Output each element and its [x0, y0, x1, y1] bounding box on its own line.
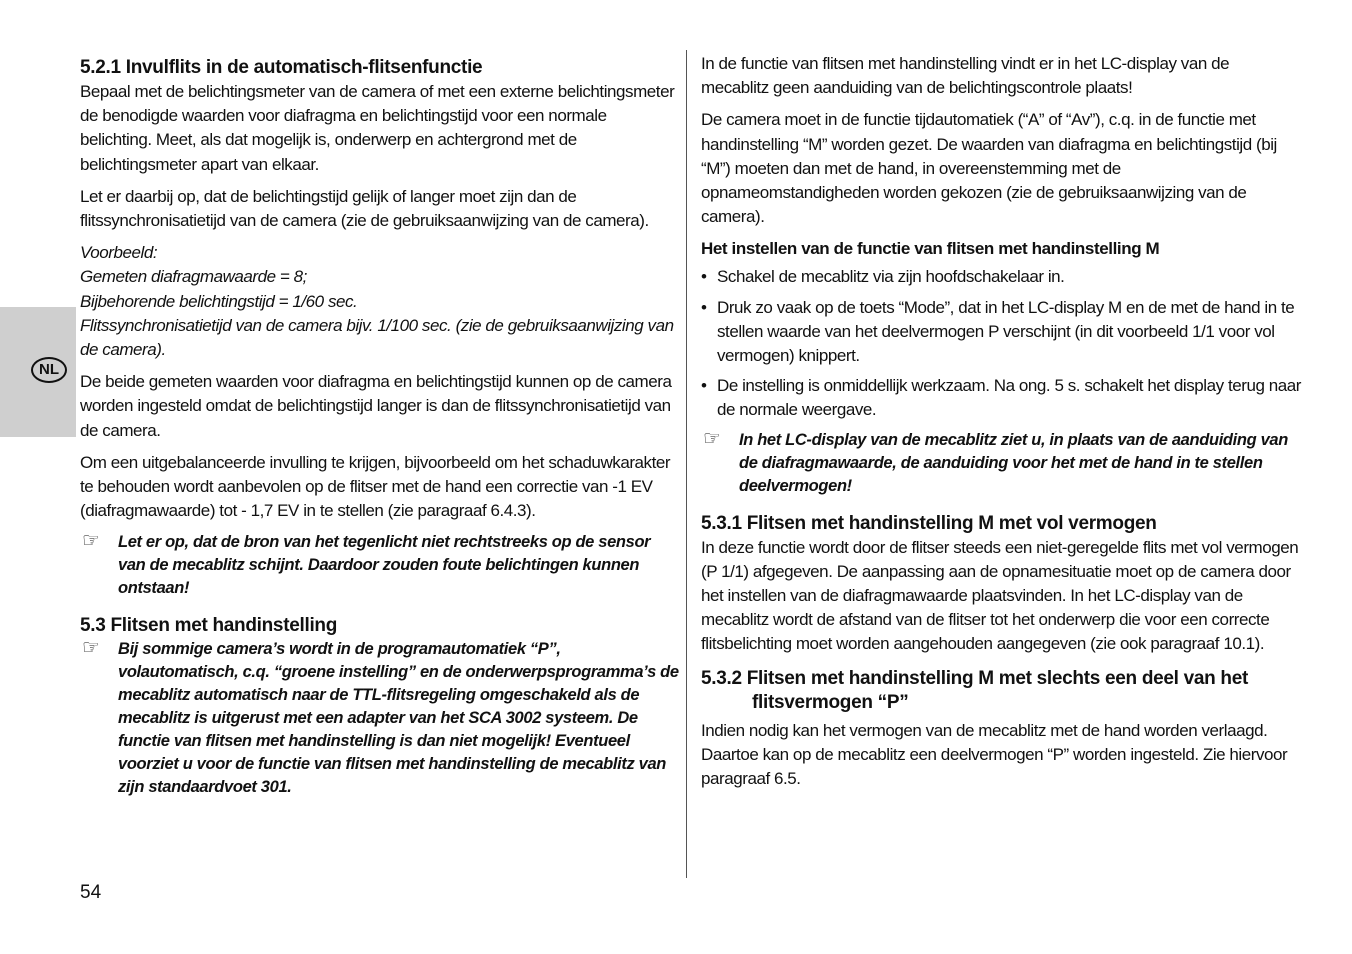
paragraph: Bepaal met de belichtingsmeter van de camera of met een externe belichtingsmeter de benodigde waarden voor diafragma en belichtingstijd voor een normale belichting. Meet, als dat mogelijk is, onderwerp en achtergrond met de belichtingsmeter apart van elkaar. — [80, 82, 675, 174]
left-column — [80, 52, 680, 809]
note — [701, 429, 1301, 498]
note — [80, 638, 680, 799]
note-text: Let er op, dat de bron van het tegenlicht niet rechtstreeks op de sensor van de mecablitz schijnt. Daardoor zouden foute belichtingen kunnen ontstaan! — [118, 533, 651, 598]
example-line: Bijbehorende belichtingstijd = 1/60 sec. — [80, 291, 358, 311]
example-line: Gemeten diafragmawaarde = 8; — [80, 267, 307, 287]
paragraph: Indien nodig kan het vermogen van de mecablitz met de hand worden verlaagd. Daartoe kan op de mecablitz een deelvermogen “P” worden ingesteld. Zie hiervoor paragraaf 6.5. — [701, 720, 1288, 789]
note-text: Bij sommige camera’s wordt in de programautomatiek “P”, volautomatisch, c.q. “groene instelling” en de onderwerpsprogramma’s de mecablitz automatisch naar de TTL-flitsregeling omgeschakeld als de mecablitz is uitgerust met een adapter van het SCA 3002 systeem. De functie van flitsen met handinstelling is dan niet mogelijk! Eventueel voorziet u voor de functie van flitsen met handinstelling de mecablitz van zijn standaardvoet 301. — [118, 640, 679, 797]
list-item: • Druk zo vaak op de toets “Mode”, dat in het LC-display M en de met de hand in te stellen waarde van het deelvermogen P verschijnt (in dit voorbeeld 1/1 voor vol vermogen) knippert. — [701, 297, 1295, 366]
column-divider — [686, 50, 687, 878]
paragraph: In de functie van flitsen met handinstelling vindt er in het LC-display van de mecablitz geen aanduiding van de belichtingscontrole plaats! — [701, 54, 1230, 98]
pointing-hand-icon: ☞ — [703, 427, 721, 450]
paragraph: Om een uitgebalanceerde invulling te krijgen, bijvoorbeeld om het schaduwkarakter te behouden wordt aanbevolen op de flitser met de hand een correctie van -1 EV (diafragmawaarde) tot - 1,7 EV in te stellen (zie paragraaf 6.4.3). — [80, 452, 671, 521]
right-column — [701, 52, 1301, 799]
list-item: • De instelling is onmiddellijk werkzaam. Na ong. 5 s. schakelt het display terug naar de normale weergave. — [701, 376, 1301, 420]
example-line: Voorbeeld: — [80, 243, 158, 263]
list-item: • Schakel de mecablitz via zijn hoofdschakelaar in. — [701, 267, 1065, 287]
paragraph: De beide gemeten waarden voor diafragma en belichtingstijd kunnen op de camera worden ingesteld omdat de belichtingstijd langer is dan de flitssynchronisatietijd van de camera. — [80, 372, 672, 440]
section-heading-5-3: 5.3 Flitsen met handinstelling — [80, 615, 338, 637]
paragraph: De camera moet in de functie tijdautomatiek (“A” of “Av”), c.q. in de functie met handinstelling “M” worden gezet. De waarden van diafragma en belichtingstijd (bij “M”) moeten dan met de hand, in overeenstemming met de opnameomstandigheden worden gekozen (zie de gebruiksaanwijzing van de camera). — [701, 110, 1277, 227]
section-heading-5-3-2: 5.3.2 Flitsen met handinstelling M met slechts een deel van het flitsvermogen “P” — [701, 667, 1249, 713]
subheading-setup: Het instellen van de functie van flitsen met handinstelling M — [701, 239, 1160, 259]
note-text: In het LC-display van de mecablitz ziet u, in plaats van de aanduiding van de diafragmawaarde, de aanduiding voor het met de hand in te stellen deelvermogen! — [739, 430, 1288, 495]
paragraph: Let er daarbij op, dat de belichtingstijd gelijk of langer moet zijn dan de flitssynchronisatietijd van de camera (zie de gebruiksaanwijzing van de camera). — [80, 186, 649, 231]
example-line: Flitssynchronisatietijd van de camera bijv. 1/100 sec. (zie de gebruiksaanwijzing van de camera). — [80, 315, 674, 360]
section-heading-5-2-1: 5.2.1 Invulflits in de automatisch-flitsenfunctie — [80, 57, 483, 78]
paragraph: In deze functie wordt door de flitser steeds een niet-geregelde flits met vol vermogen (P 1/1) afgegeven. De aanpassing aan de opnamesituatie moet op de camera door het instellen van de diafragmawaarde plaatsvinden. In het LC-display van de mecablitz wordt de afstand van de flitser tot het onderwerp die voor een correcte flitsbelichting moet worden aangehouden aangegeven (zie ook paragraaf 10.1). — [701, 537, 1299, 654]
page-number: 54 — [80, 882, 102, 903]
pointing-hand-icon: ☞ — [82, 530, 100, 553]
section-heading-5-3-1: 5.3.1 Flitsen met handinstelling M met vol vermogen — [701, 512, 1157, 534]
language-badge: NL — [31, 357, 67, 383]
pointing-hand-icon: ☞ — [82, 637, 100, 660]
example-block — [80, 241, 680, 362]
note — [80, 531, 680, 600]
